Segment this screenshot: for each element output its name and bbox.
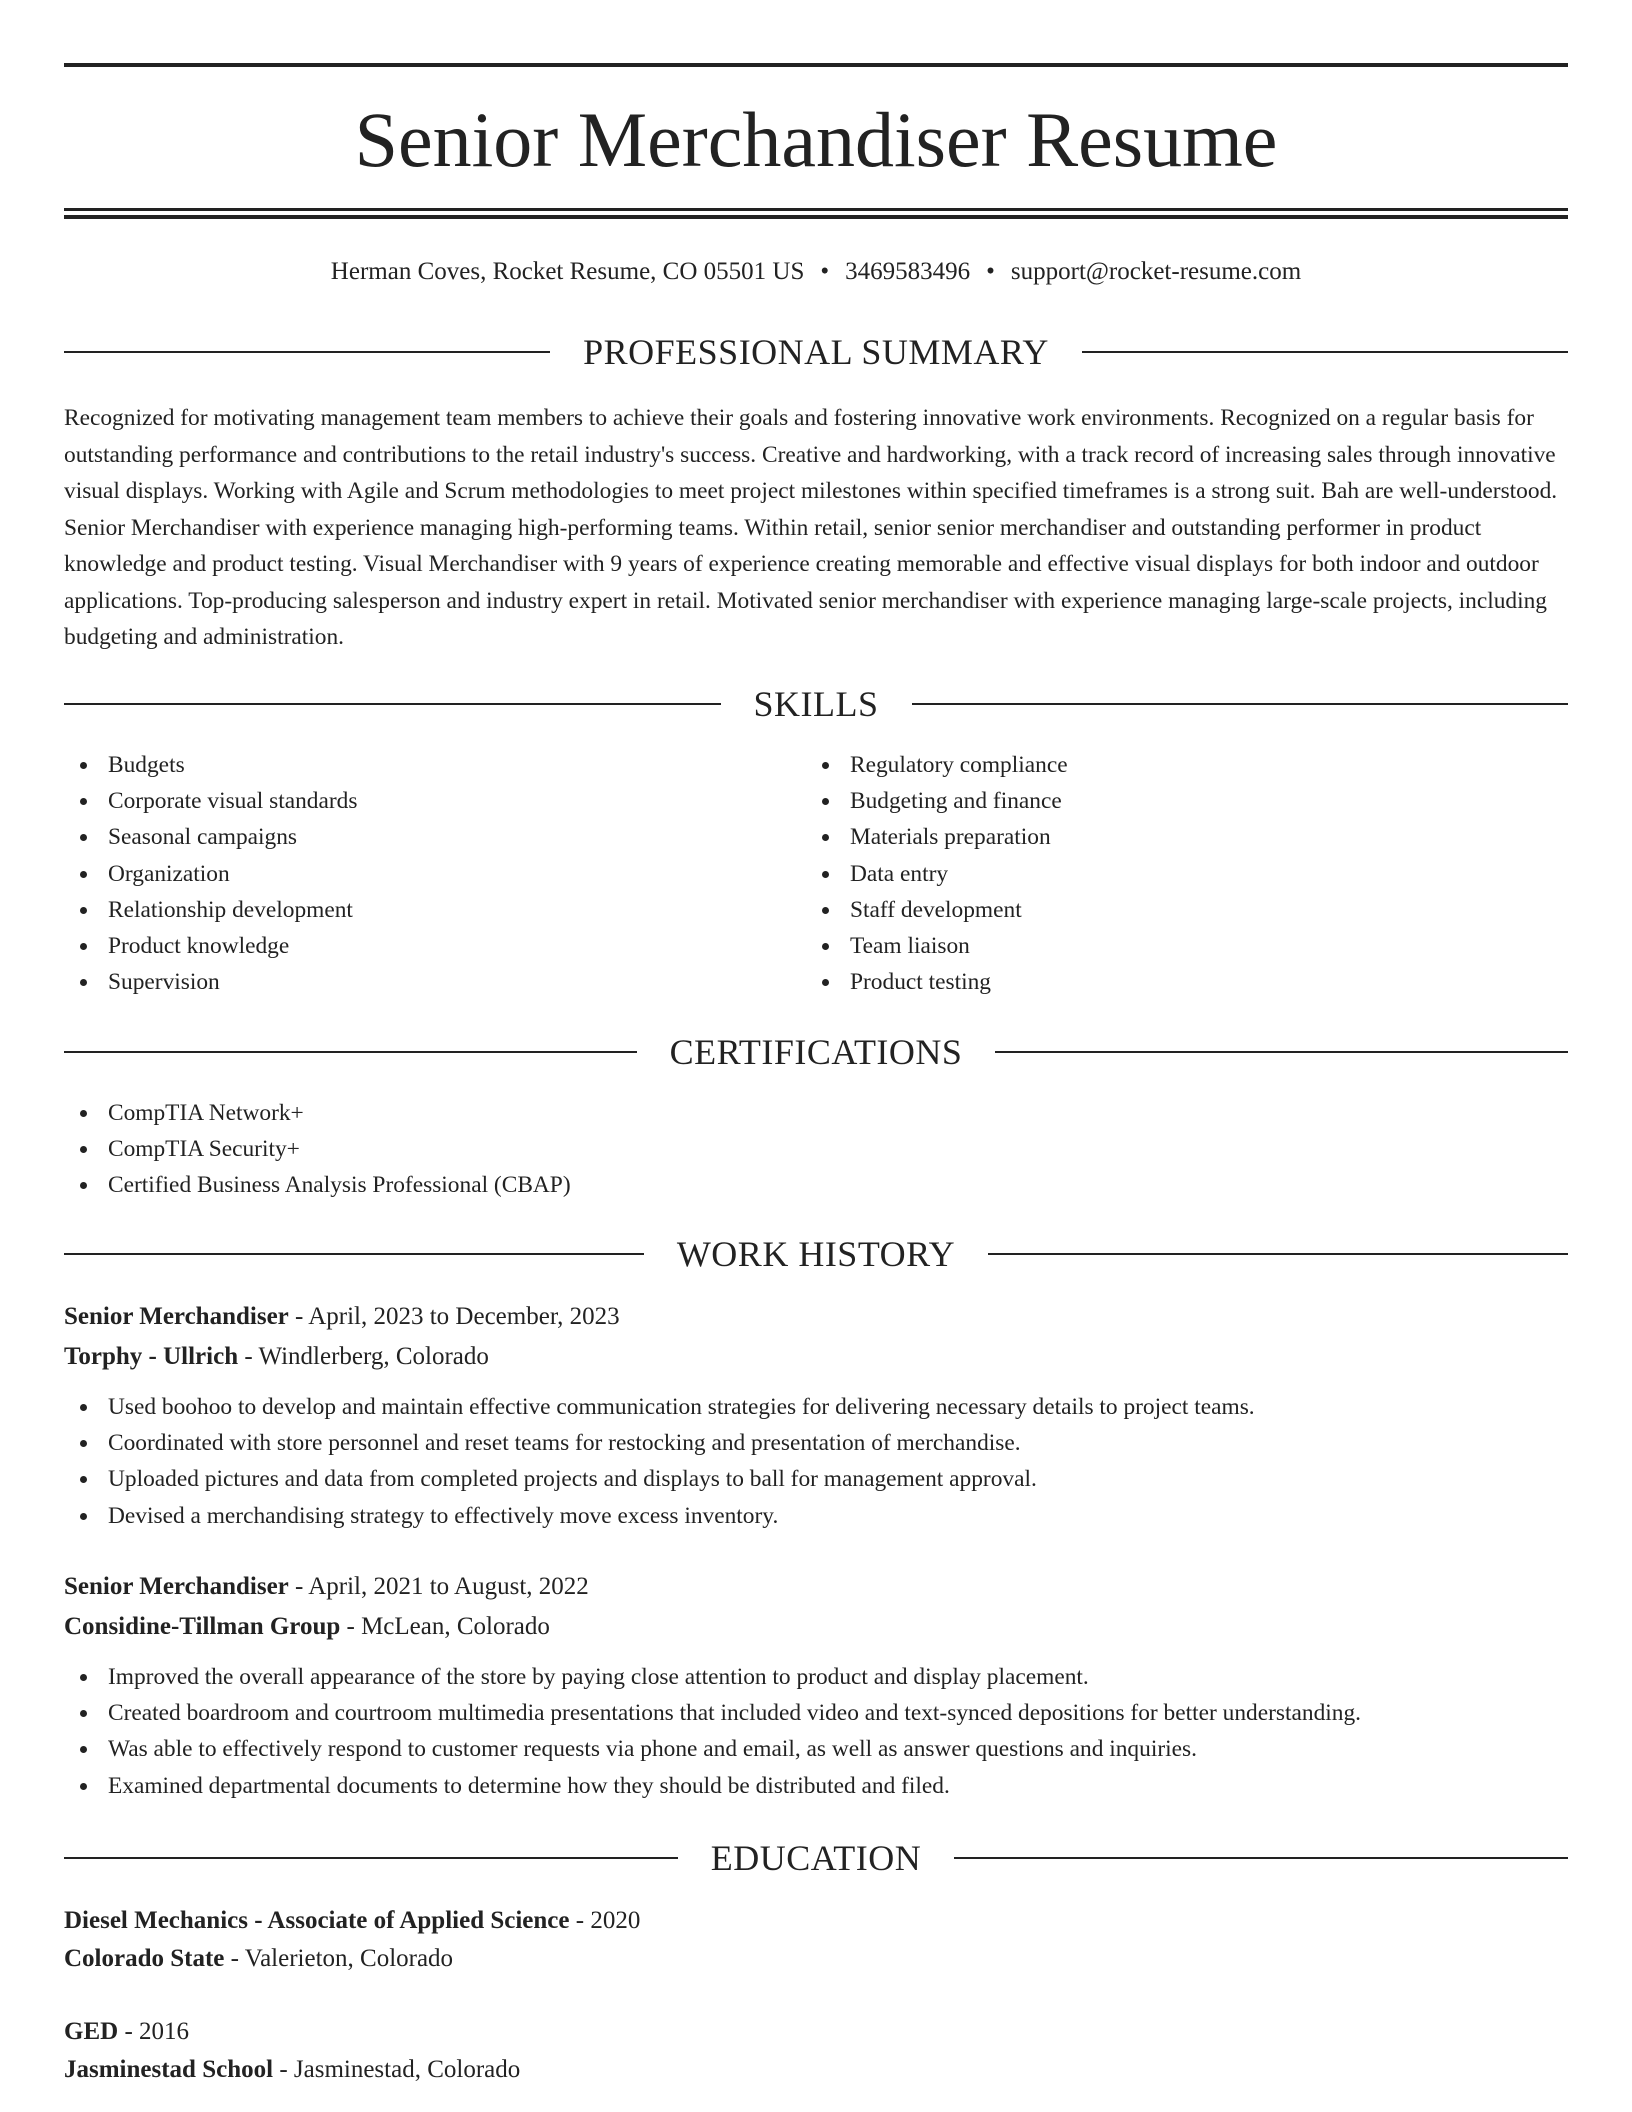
- job-location: - Windlerberg, Colorado: [238, 1343, 489, 1370]
- education-entry: [64, 2013, 1568, 2089]
- education-degree-line: [64, 1902, 1568, 1940]
- skill-item: Supervision: [64, 964, 357, 1000]
- title-rule-upper: [64, 208, 1568, 211]
- heading-rule: [912, 703, 1569, 705]
- summary-text: Recognized for motivating management team members to achieve their goals and fostering innovative work environments. Recognized on a regular basis for outstanding performance and contributions to the retail industry's success. Creative and hardworking, with a track record of increasing sales through innovative visual displays. Working with Agile and Scrum methodologies to meet project milestones within specified timeframes is a strong suit. Bah are well-understood. Senior Merchandiser with experience managing high-performing teams. Within retail, senior senior merchandiser and outstanding performer in product knowledge and product testing. Visual Merchandiser with 9 years of experience creating memorable and effective visual displays for both indoor and outdoor applications. Top-producing salesperson and industry expert in retail. Motivated senior merchandiser with experience managing large-scale projects, including budgeting and administration.: [64, 405, 1558, 650]
- job-bullet: Devised a merchandising strategy to effectively move excess inventory.: [64, 1498, 1568, 1534]
- contact-separator: •: [820, 258, 830, 285]
- job-bullet: Used boohoo to develop and maintain effective communication strategies for delivering necessary details to project teams.: [64, 1389, 1568, 1425]
- contact-address: Herman Coves, Rocket Resume, CO 05501 US: [330, 258, 805, 285]
- certification-item: CompTIA Security+: [64, 1131, 571, 1167]
- contact-phone: 3469583496: [845, 258, 971, 285]
- job-bullet: Improved the overall appearance of the store by paying close attention to product and display placement.: [64, 1659, 1568, 1695]
- heading-rule: [995, 1051, 1568, 1053]
- heading-rule: [64, 703, 721, 705]
- job-bullets: [64, 1389, 1568, 1534]
- education-school-line: [64, 2051, 1568, 2089]
- education-school-line: [64, 1940, 1568, 1978]
- job-dates: - April, 2023 to December, 2023: [288, 1303, 620, 1330]
- section-heading-education: [64, 1836, 1568, 1880]
- education-year: - 2016: [118, 2018, 190, 2045]
- skill-item: Product testing: [806, 964, 1068, 1000]
- resume-title: Senior Merchandiser Resume: [354, 96, 1278, 183]
- job-entry: [64, 1297, 1568, 1534]
- job-company-line: [64, 1337, 1568, 1377]
- heading-rule: [64, 1051, 637, 1053]
- job-entry: [64, 1567, 1568, 1804]
- certification-item: Certified Business Analysis Professional (CBAP): [64, 1167, 571, 1203]
- skill-item: Organization: [64, 856, 357, 892]
- education-location: - Jasminestad, Colorado: [273, 2056, 521, 2083]
- skill-item: Data entry: [806, 856, 1068, 892]
- job-bullet: Coordinated with store personnel and reset teams for restocking and presentation of merchandise.: [64, 1425, 1568, 1461]
- job-title-line: [64, 1297, 1568, 1337]
- contact-email: support@rocket-resume.com: [1010, 258, 1302, 285]
- job-dates: - April, 2021 to August, 2022: [288, 1573, 589, 1600]
- heading-rule: [64, 351, 550, 353]
- section-heading-skills: [64, 682, 1568, 726]
- job-company-line: [64, 1607, 1568, 1647]
- section-heading-certifications: [64, 1030, 1568, 1074]
- education-school: Colorado State: [64, 1945, 225, 1972]
- job-location: - McLean, Colorado: [340, 1613, 550, 1640]
- education-degree: GED: [64, 2018, 119, 2045]
- certifications-list: [64, 1095, 571, 1204]
- education-degree: Diesel Mechanics - Associate of Applied Science: [64, 1907, 570, 1934]
- heading-rule: [1082, 351, 1568, 353]
- job-bullet: Uploaded pictures and data from completed projects and displays to ball for management approval.: [64, 1461, 1568, 1497]
- contact-line: [64, 254, 1568, 290]
- heading-rule: [64, 1253, 644, 1255]
- job-company: Considine-Tillman Group: [64, 1613, 341, 1640]
- job-title: Senior Merchandiser: [64, 1573, 289, 1600]
- job-bullet: Was able to effectively respond to customer requests via phone and email, as well as answer questions and inquiries.: [64, 1731, 1568, 1767]
- heading-rule: [988, 1253, 1568, 1255]
- education-degree-line: [64, 2013, 1568, 2051]
- job-title-line: [64, 1567, 1568, 1607]
- section-heading-work-history: [64, 1232, 1568, 1276]
- education-entry: [64, 1902, 1568, 1978]
- section-title: CERTIFICATIONS: [669, 1032, 963, 1072]
- section-heading-summary: [64, 330, 1568, 374]
- skills-column-right: [806, 747, 1068, 1000]
- skill-item: Materials preparation: [806, 819, 1068, 855]
- section-title: SKILLS: [753, 684, 879, 724]
- contact-separator: •: [986, 258, 995, 285]
- skill-item: Seasonal campaigns: [64, 819, 357, 855]
- education-location: - Valerieton, Colorado: [224, 1945, 454, 1972]
- skill-item: Product knowledge: [64, 928, 357, 964]
- skill-item: Staff development: [806, 892, 1068, 928]
- job-title: Senior Merchandiser: [64, 1303, 289, 1330]
- heading-rule: [64, 1857, 678, 1859]
- education-school: Jasminestad School: [64, 2056, 274, 2083]
- title-rule-lower: [64, 215, 1568, 219]
- job-bullets: [64, 1659, 1568, 1804]
- skills-column-left: [64, 747, 357, 1000]
- job-bullet: Created boardroom and courtroom multimedia presentations that included video and text-synced depositions for better understanding.: [64, 1695, 1568, 1731]
- section-title: PROFESSIONAL SUMMARY: [583, 332, 1049, 372]
- certification-item: CompTIA Network+: [64, 1095, 571, 1131]
- job-bullet: Examined departmental documents to determine how they should be distributed and filed.: [64, 1768, 1568, 1804]
- skill-item: Team liaison: [806, 928, 1068, 964]
- section-title: EDUCATION: [710, 1838, 922, 1878]
- top-rule: [64, 63, 1568, 67]
- job-company: Torphy - Ullrich: [64, 1343, 239, 1370]
- skill-item: Regulatory compliance: [806, 747, 1068, 783]
- education-year: - 2020: [569, 1907, 641, 1934]
- skill-item: Relationship development: [64, 892, 357, 928]
- section-title: WORK HISTORY: [676, 1234, 956, 1274]
- skill-item: Budgeting and finance: [806, 783, 1068, 819]
- heading-rule: [954, 1857, 1568, 1859]
- skill-item: Corporate visual standards: [64, 783, 357, 819]
- skill-item: Budgets: [64, 747, 357, 783]
